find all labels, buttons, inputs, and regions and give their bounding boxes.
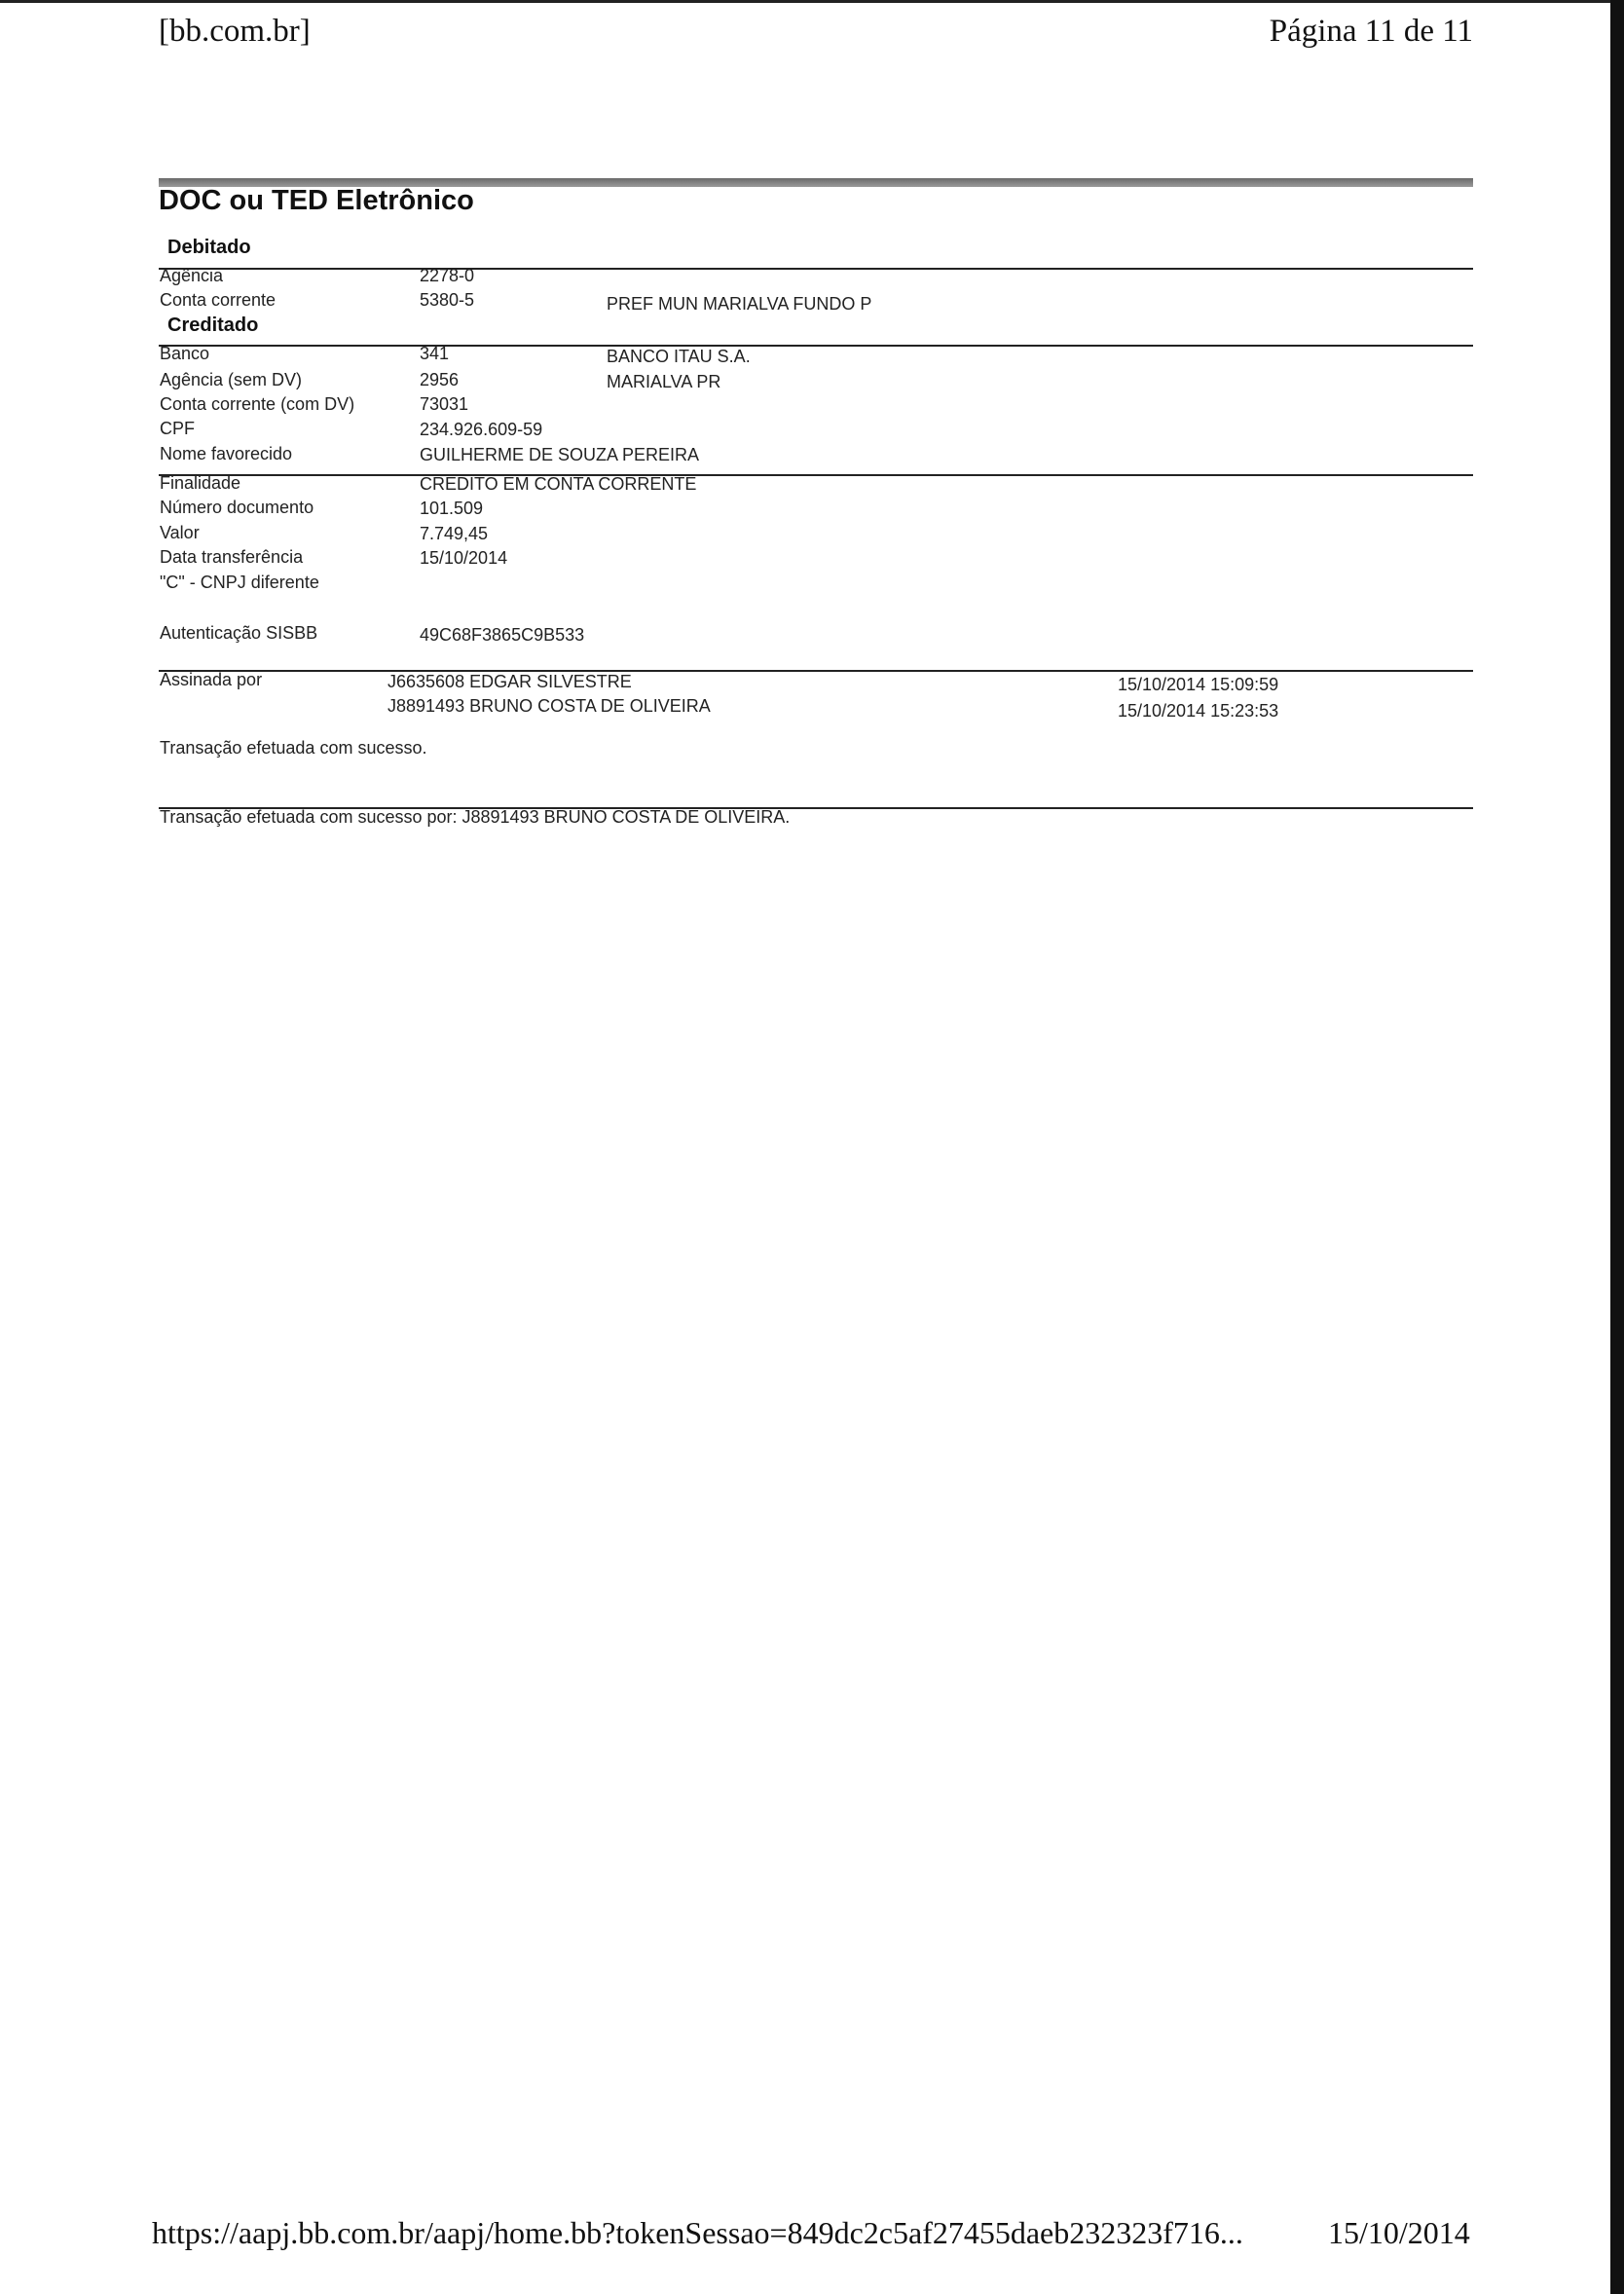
label-autenticacao: Autenticação SISBB xyxy=(160,623,318,643)
section-creditado: Creditado xyxy=(167,314,259,336)
section-debitado: Debitado xyxy=(167,237,251,258)
value-autenticacao: 49C68F3865C9B533 xyxy=(420,625,585,645)
value-conta-com-dv: 73031 xyxy=(420,394,469,414)
label-conta-corrente: Conta corrente xyxy=(160,290,277,310)
value-agencia-cidade: MARIALVA PR xyxy=(607,372,721,391)
label-conta-com-dv: Conta corrente (com DV) xyxy=(160,394,355,414)
label-assinada-por: Assinada por xyxy=(160,670,263,689)
label-cpf: CPF xyxy=(160,419,195,438)
label-nome-favorecido: Nome favorecido xyxy=(160,444,293,463)
divider xyxy=(159,345,1473,347)
value-valor: 7.749,45 xyxy=(420,524,489,543)
value-nome-favorecido: GUILHERME DE SOUZA PEREIRA xyxy=(420,445,700,464)
label-valor: Valor xyxy=(160,523,200,542)
value-agencia-sem-dv: 2956 xyxy=(420,370,460,389)
label-agencia-sem-dv: Agência (sem DV) xyxy=(160,370,303,389)
signer-name: J6635608 EDGAR SILVESTRE xyxy=(388,672,632,691)
label-banco: Banco xyxy=(160,344,210,363)
divider xyxy=(159,670,1473,672)
value-finalidade: CREDITO EM CONTA CORRENTE xyxy=(420,474,697,494)
value-banco: 341 xyxy=(420,344,450,363)
signer-timestamp: 15/10/2014 15:09:59 xyxy=(1118,675,1279,694)
value-cpf: 234.926.609-59 xyxy=(420,420,543,439)
status-message: Transação efetuada com sucesso. xyxy=(160,738,427,758)
status-by-message: Transação efetuada com sucesso por: J8891493 BRUNO COSTA DE OLIVEIRA. xyxy=(160,807,791,827)
header-site: [bb.com.br] xyxy=(159,14,311,49)
label-agencia: Agência xyxy=(160,266,224,285)
footer-url: https://aapj.bb.com.br/aapj/home.bb?tokenSessao=849dc2c5af27455daeb232323f716... xyxy=(152,2215,1243,2250)
scan-edge-top xyxy=(0,0,1624,3)
value-conta-corrente: 5380-5 xyxy=(420,290,475,310)
label-data-transferencia: Data transferência xyxy=(160,547,304,567)
scan-edge-right xyxy=(1610,0,1624,2294)
value-conta-titular: PREF MUN MARIALVA FUNDO P xyxy=(607,294,872,314)
signer-name: J8891493 BRUNO COSTA DE OLIVEIRA xyxy=(388,696,711,716)
signer-timestamp: 15/10/2014 15:23:53 xyxy=(1118,701,1279,721)
value-data-transferencia: 15/10/2014 xyxy=(420,548,508,568)
document-title: DOC ou TED Eletrônico xyxy=(159,185,474,216)
value-numero-documento: 101.509 xyxy=(420,499,484,518)
footer-date: 15/10/2014 xyxy=(1328,2215,1470,2250)
divider xyxy=(159,268,1473,270)
label-cnpj-diferente: "C" - CNPJ diferente xyxy=(160,573,319,592)
divider xyxy=(159,474,1473,476)
value-agencia: 2278-0 xyxy=(420,266,475,285)
value-banco-nome: BANCO ITAU S.A. xyxy=(607,347,751,366)
header-page-number: Página 11 de 11 xyxy=(1269,14,1473,49)
label-finalidade: Finalidade xyxy=(160,473,241,493)
label-numero-documento: Número documento xyxy=(160,498,314,517)
